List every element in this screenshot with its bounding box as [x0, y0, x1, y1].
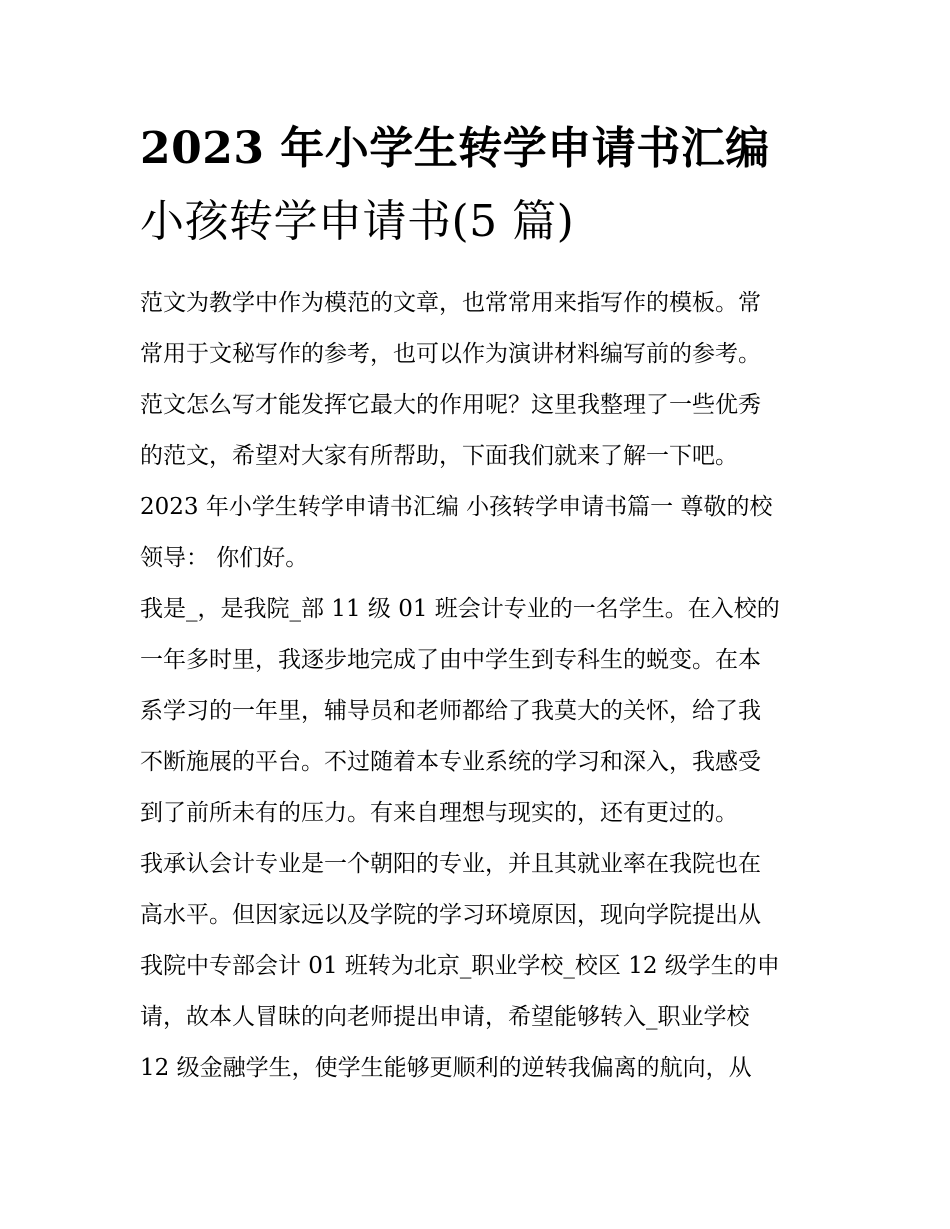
text-line: 不断施展的平台。不过随着本专业系统的学习和深入，我感受	[140, 749, 761, 775]
title-line: 小孩转学申请书(5 篇)	[140, 196, 575, 247]
text-line: 2023 年小学生转学申请书汇编 小孩转学申请书篇一 尊敬的校	[140, 494, 773, 520]
document-page	[140, 112, 812, 1094]
document-title	[140, 112, 812, 258]
text-line: 范文为教学中作为模范的文章，也常常用来指写作的模板。常	[140, 290, 761, 316]
text-line: 12 级金融学生，使学生能够更顺利的逆转我偏离的航向，从	[140, 1055, 752, 1081]
text-line: 我承认会计专业是一个朝阳的专业，并且其就业率在我院也在	[140, 851, 761, 877]
title-line: 2023 年小学生转学申请书汇编	[140, 123, 770, 174]
paragraph-intro	[140, 278, 812, 482]
paragraph-heading-salutation	[140, 482, 812, 584]
text-line: 常用于文秘写作的参考，也可以作为演讲材料编写前的参考。	[140, 341, 761, 367]
text-line: 范文怎么写才能发挥它最大的作用呢？这里我整理了一些优秀	[140, 392, 761, 418]
text-line: 领导： 你们好。	[140, 545, 309, 571]
text-line: 请，故本人冒昧的向老师提出申请，希望能够转入_职业学校	[140, 1004, 750, 1030]
paragraph-transfer-request	[140, 839, 812, 1094]
text-line: 高水平。但因家远以及学院的学习环境原因，现向学院提出从	[140, 902, 761, 928]
text-line: 一年多时里，我逐步地完成了由中学生到专科生的蜕变。在本	[140, 647, 761, 673]
text-line: 我院中专部会计 01 班转为北京_职业学校_校区 12 级学生的申	[140, 953, 780, 979]
text-line: 我是_，是我院_部 11 级 01 班会计专业的一名学生。在入校的	[140, 596, 780, 622]
paragraph-self-introduction	[140, 584, 812, 839]
text-line: 到了前所未有的压力。有来自理想与现实的，还有更过的。	[140, 800, 738, 826]
document-body	[140, 278, 812, 1094]
text-line: 系学习的一年里，辅导员和老师都给了我莫大的关怀，给了我	[140, 698, 761, 724]
text-line: 的范文，希望对大家有所帮助，下面我们就来了解一下吧。	[140, 443, 738, 469]
